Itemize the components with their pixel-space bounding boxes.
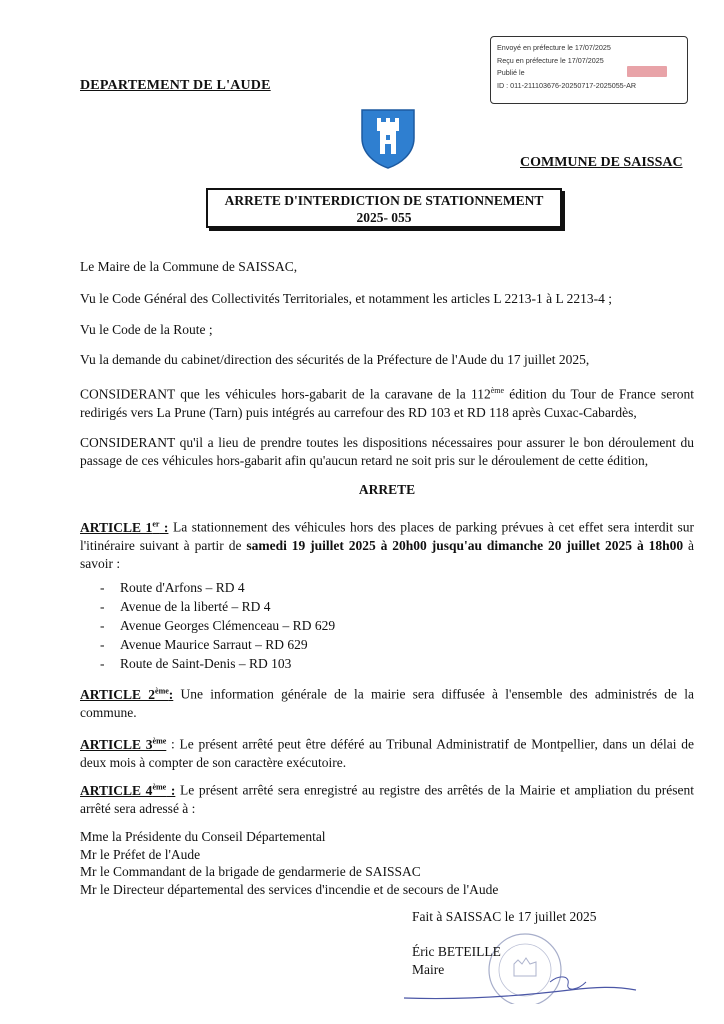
department-heading: DEPARTEMENT DE L'AUDE [80, 78, 271, 93]
recipient: Mme la Présidente du Conseil Départemental [80, 829, 326, 844]
stamp-id: ID : 011-211103676-20250717-2025055-AR [497, 80, 637, 90]
signatory-name: Éric BETEILLE [412, 944, 501, 959]
vu-code-route: Vu le Code de la Route ; [80, 322, 213, 337]
list-item: - Avenue de la liberté – RD 4 [100, 599, 271, 614]
roads-list [100, 578, 335, 673]
article-3: ARTICLE 3ème : Le présent arrêté peut être déféré au Tribunal Administratif de Montpellier, dans un délai de deux mois à compter de son caractère exécutoire. [80, 736, 694, 770]
article-2-label: ARTICLE 2ème: [80, 686, 174, 702]
recipient: Mr le Commandant de la brigade de gendarmerie de SAISSAC [80, 864, 421, 879]
list-item: - Route d'Arfons – RD 4 [100, 580, 245, 595]
maire-intro: Le Maire de la Commune de SAISSAC, [80, 259, 298, 274]
stamp-received: Reçu en préfecture le 17/07/2025 [497, 55, 604, 65]
prefecture-stamp [490, 36, 688, 104]
considerant-1: CONSIDERANT que les véhicules hors-gabarit de la caravane de la 112ème édition du Tour de France seront redirigés vers La Prune (Tarn) puis intégrés au carrefour des RD 103 et RD 118 après Cuxac-Cabardès, [80, 386, 694, 420]
article-4-label: ARTICLE 4ème : [80, 782, 176, 798]
list-item: - Route de Saint-Denis – RD 103 [100, 656, 292, 671]
handwritten-signature [400, 960, 640, 1010]
stamp-red-mark [627, 66, 667, 77]
decree-number: 2025- 055 [356, 210, 412, 225]
list-item: - Avenue Maurice Sarraut – RD 629 [100, 637, 308, 652]
article-1-label: ARTICLE 1er : [80, 519, 169, 535]
stamp-sent: Envoyé en préfecture le 17/07/2025 [497, 43, 611, 52]
decree-title: ARRETE D'INTERDICTION DE STATIONNEMENT [224, 193, 544, 208]
article-1: ARTICLE 1er : La stationnement des véhicules hors des places de parking prévues à cet effet sera interdit sur l'itinéraire suivant à partir de samedi 19 juillet 2025 à 20h00 jusqu'au dimanche 20 juillet 2025 à 18h00 à savoir : [80, 519, 694, 571]
list-item: - Avenue Georges Clémenceau – RD 629 [100, 618, 336, 633]
vu-cgct: Vu le Code Général des Collectivités Territoriales, et notamment les articles L 2213-1 à L 2213-4 ; [80, 291, 612, 306]
article-2: ARTICLE 2ème: Une information générale de la mairie sera diffusée à l'ensemble des administrés de la commune. [80, 686, 694, 720]
commune-crest-icon [360, 108, 416, 170]
stamp-published: Publié le [497, 68, 525, 77]
commune-heading: COMMUNE DE SAISSAC [520, 155, 683, 170]
signatory-role: Maire [412, 962, 445, 977]
article-3-label: ARTICLE 3ème [80, 736, 167, 752]
place-date: Fait à SAISSAC le 17 juillet 2025 [412, 909, 597, 924]
arrete-heading: ARRETE [358, 482, 416, 497]
recipients-list [80, 828, 694, 898]
vu-demande: Vu la demande du cabinet/direction des sécurités de la Préfecture de l'Aude du 17 juillet 2025, [80, 352, 590, 367]
decree-title-box [206, 188, 562, 228]
recipient: Mr le Directeur départemental des services d'incendie et de secours de l'Aude [80, 881, 499, 897]
recipient: Mr le Préfet de l'Aude [80, 846, 201, 862]
article-4: ARTICLE 4ème : Le présent arrêté sera enregistré au registre des arrêtés de la Mairie et ampliation du présent arrêté sera adressé à : [80, 782, 695, 816]
considerant-2: CONSIDERANT qu'il a lieu de prendre toutes les dispositions nécessaires pour assurer le bon déroulement du passage de ces véhicules hors-gabarit afin qu'aucun retard ne soit pris sur le déroulement de cette édition, [80, 435, 694, 468]
